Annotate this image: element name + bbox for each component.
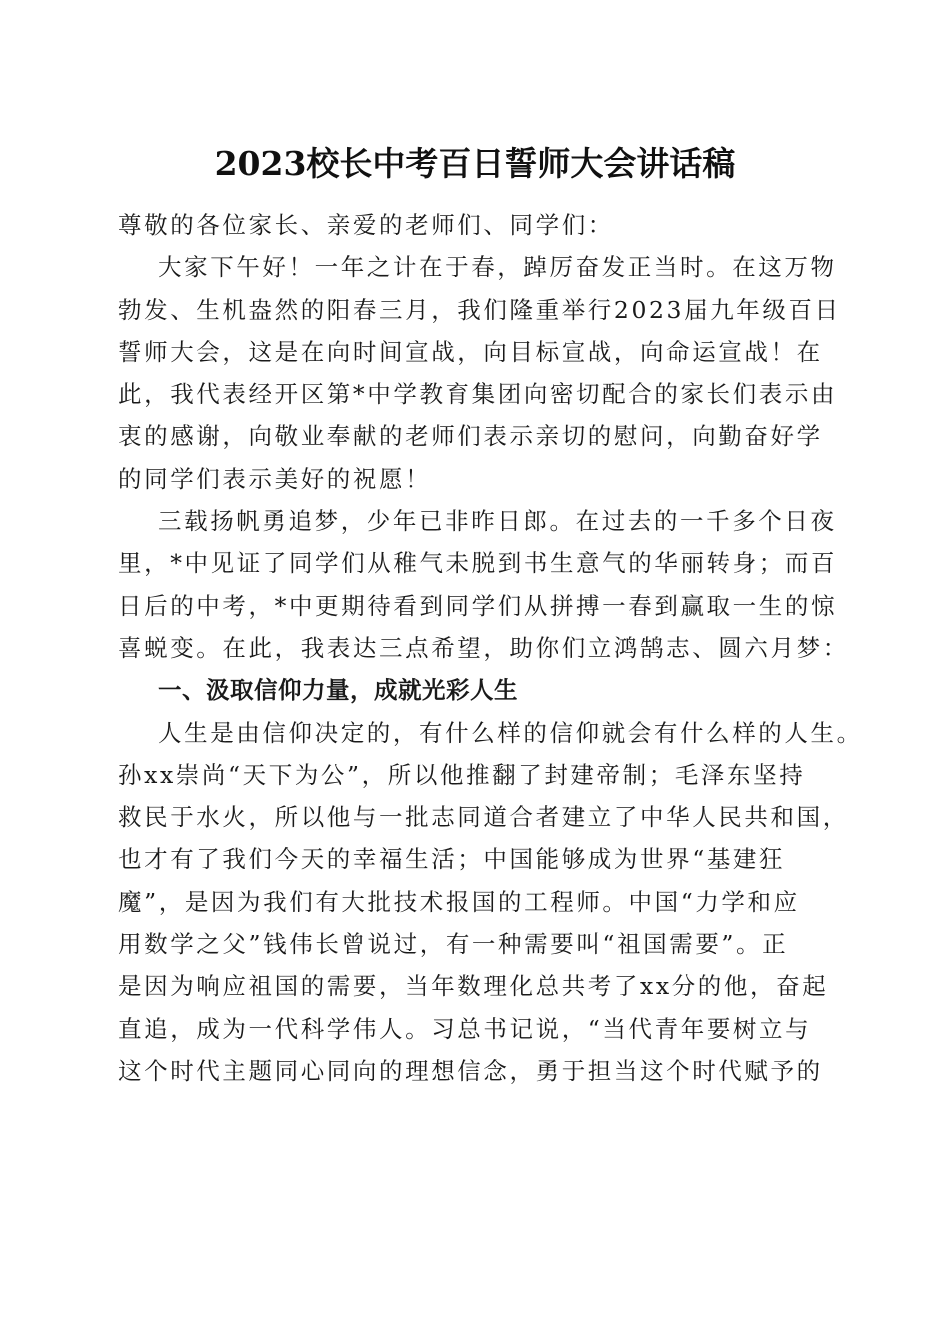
paragraph-line: 魔”，是因为我们有大批技术报国的工程师。中国“力学和应	[118, 887, 800, 916]
paragraph-line: 的同学们表示美好的祝愿！	[118, 464, 432, 493]
paragraph-line: 这个时代主题同心同向的理想信念，勇于担当这个时代赋予的	[118, 1056, 823, 1085]
paragraph-line: 孙xx崇尚“天下为公”，所以他推翻了封建帝制；毛泽东坚持	[118, 760, 806, 789]
paragraph-line: 里，*中见证了同学们从稚气未脱到书生意气的华丽转身；而百	[118, 549, 838, 578]
salutation-line: 尊敬的各位家长、亲爱的老师们、同学们：	[118, 211, 614, 239]
document-title: 2023校长中考百日誓师大会讲话稿	[214, 144, 736, 183]
paragraph-line: 衷的感谢，向敬业奉献的老师们表示亲切的慰问，向勤奋好学	[118, 422, 823, 451]
paragraph-line: 喜蜕变。在此，我表达三点希望，助你们立鸿鹄志、圆六月梦：	[118, 633, 849, 662]
paragraph-line: 勃发、生机盎然的阳春三月，我们隆重举行2023届九年级百日	[118, 295, 841, 324]
paragraph-line: 是因为响应祖国的需要，当年数理化总共考了xx分的他，奋起	[118, 972, 829, 1001]
paragraph-line: 也才有了我们今天的幸福生活；中国能够成为世界“基建狂	[118, 845, 786, 874]
paragraph-line: 大家下午好！一年之计在于春，踔厉奋发正当时。在这万物	[158, 253, 837, 282]
section-heading: 一、汲取信仰力量，成就光彩人生	[158, 676, 518, 705]
paragraph-line: 用数学之父”钱伟长曾说过，有一种需要叫“祖国需要”。正	[118, 930, 789, 959]
paragraph-line: 人生是由信仰决定的，有什么样的信仰就会有什么样的人生。	[158, 718, 863, 747]
paragraph-line: 誓师大会，这是在向时间宣战，向目标宣战，向命运宣战！在	[118, 337, 823, 366]
paragraph-line: 此，我代表经开区第*中学教育集团向密切配合的家长们表示由	[118, 380, 838, 409]
paragraph-line: 救民于水火，所以他与一批志同道合者建立了中华人民共和国，	[118, 803, 849, 832]
document-body	[118, 204, 863, 1092]
paragraph-line: 日后的中考，*中更期待看到同学们从拼搏一春到赢取一生的惊	[118, 591, 838, 620]
paragraph-line: 直追，成为一代科学伟人。习总书记说，“当代青年要树立与	[118, 1014, 812, 1043]
paragraph-line: 三载扬帆勇追梦，少年已非昨日郎。在过去的一千多个日夜	[158, 507, 837, 536]
